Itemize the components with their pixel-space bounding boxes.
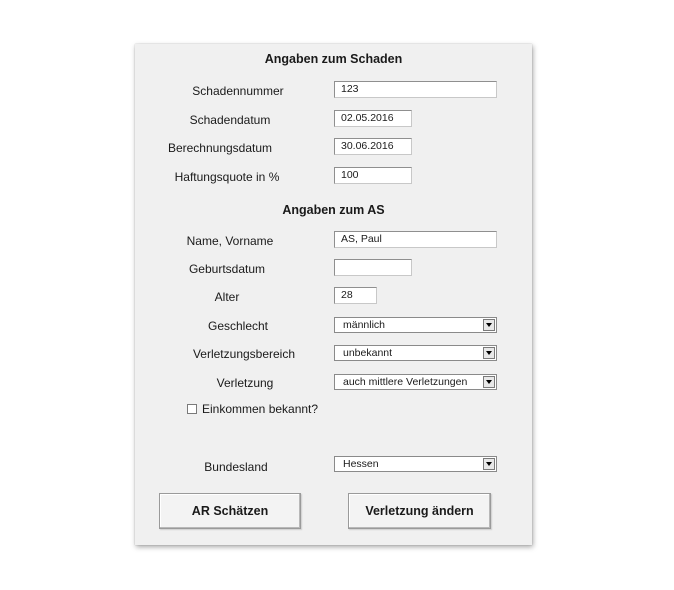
schaden-dialog (135, 44, 532, 545)
label-verletzungsbereich: Verletzungsbereich (192, 347, 296, 361)
label-schadendatum: Schadendatum (189, 113, 271, 127)
bundesland-dropdown[interactable] (334, 456, 497, 472)
geschlecht-value: männlich (343, 319, 386, 331)
einkommen-label: Einkommen bekannt? (202, 402, 319, 416)
verletzung-value: auch mittlere Verletzungen (343, 376, 468, 388)
chevron-down-icon[interactable] (483, 376, 495, 388)
schadendatum-input[interactable]: 02.05.2016 (334, 110, 412, 127)
label-berechnungsdatum: Berechnungsdatum (167, 141, 273, 155)
schadennummer-input[interactable]: 123 (334, 81, 497, 98)
berechnungsdatum-input[interactable]: 30.06.2016 (334, 138, 412, 155)
verletzung-aendern-button[interactable]: Verletzung ändern (348, 493, 491, 529)
label-geburtsdatum: Geburtsdatum (188, 262, 266, 276)
section-title-as: Angaben zum AS (282, 203, 385, 217)
haftungsquote-input[interactable]: 100 (334, 167, 412, 184)
name-input[interactable]: AS, Paul (334, 231, 497, 248)
verletzung-dropdown[interactable] (334, 374, 497, 390)
label-name: Name, Vorname (186, 234, 274, 248)
ar-schaetzen-button[interactable]: AR Schätzen (159, 493, 301, 529)
chevron-down-icon[interactable] (483, 319, 495, 331)
einkommen-checkbox-row[interactable] (187, 402, 318, 416)
alter-input[interactable]: 28 (334, 287, 377, 304)
label-alter: Alter (214, 290, 240, 304)
verletzungsbereich-dropdown[interactable] (334, 345, 497, 361)
verletzungsbereich-value: unbekannt (343, 347, 393, 359)
geburtsdatum-input[interactable] (334, 259, 412, 276)
label-verletzung: Verletzung (216, 376, 274, 390)
checkbox-icon[interactable] (187, 404, 197, 414)
chevron-down-icon[interactable] (483, 347, 495, 359)
section-title-schaden: Angaben zum Schaden (264, 52, 403, 66)
bundesland-value: Hessen (343, 458, 379, 470)
label-schadennummer: Schadennummer (192, 84, 284, 98)
label-bundesland: Bundesland (204, 460, 268, 474)
label-haftungsquote: Haftungsquote in % (174, 170, 280, 184)
label-geschlecht: Geschlecht (207, 319, 269, 333)
chevron-down-icon[interactable] (483, 458, 495, 470)
geschlecht-dropdown[interactable] (334, 317, 497, 333)
